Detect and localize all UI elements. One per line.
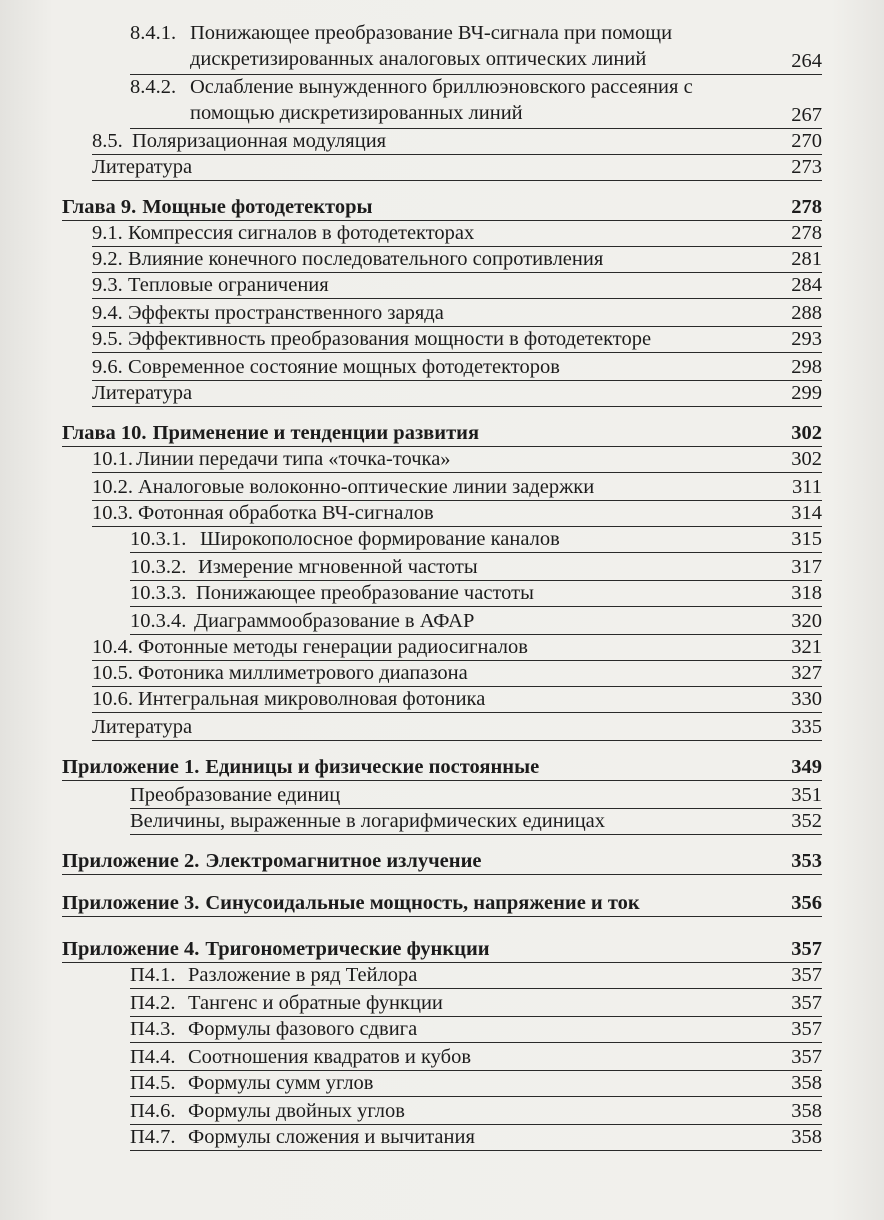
entry-number: 10.3.: [92, 502, 133, 524]
entry-number: 8.4.1.: [130, 22, 177, 44]
toc-entry: [92, 684, 822, 713]
toc-chapter: [62, 192, 822, 221]
entry-number: 9.5.: [92, 328, 123, 350]
entry-number: П4.3.: [130, 1018, 176, 1040]
entry-page: 353: [791, 850, 822, 872]
entry-number: 10.5.: [92, 662, 133, 684]
entry-page: 288: [791, 302, 822, 324]
entry-page: 299: [791, 382, 822, 404]
entry-page: 267: [791, 104, 822, 126]
entry-page: 327: [791, 662, 822, 684]
entry-page: 358: [791, 1126, 822, 1148]
toc-entry: [92, 270, 822, 299]
entry-title: Влияние конечного последовательного сопротивления: [128, 248, 604, 270]
toc-entry: [92, 324, 822, 353]
entry-title: Преобразование единиц: [130, 784, 341, 806]
entry-title: Эффективность преобразования мощности в фотодетекторе: [128, 328, 652, 350]
entry-page: 351: [791, 784, 822, 806]
entry-title: Измерение мгновенной частоты: [198, 556, 478, 578]
entry-title: Диаграммообразование в АФАР: [194, 610, 475, 632]
entry-page: 273: [791, 156, 822, 178]
toc-entry: [130, 20, 822, 75]
entry-number: П4.6.: [130, 1100, 176, 1122]
entry-title: Применение и тенденции развития: [152, 422, 480, 444]
entry-number: П4.4.: [130, 1046, 176, 1068]
entry-page: 281: [791, 248, 822, 270]
entry-page: 357: [791, 1046, 822, 1068]
entry-title: Тригонометрические функции: [205, 938, 490, 960]
entry-number: 9.2.: [92, 248, 123, 270]
entry-number: П4.2.: [130, 992, 176, 1014]
entry-number: 10.3.1.: [130, 528, 187, 550]
entry-title: Широкополосное формирование каналов: [200, 528, 560, 550]
entry-number: Приложение 3.: [62, 892, 200, 914]
toc-entry: [92, 244, 822, 273]
entry-number: 8.5.: [92, 130, 123, 152]
entry-title: Формулы сумм углов: [188, 1072, 374, 1094]
toc-entry: [130, 960, 822, 989]
entry-page: 321: [791, 636, 822, 658]
entry-number: Глава 10.: [62, 422, 147, 444]
entry-number: Приложение 4.: [62, 938, 200, 960]
entry-title: Электромагнитное излучение: [205, 850, 482, 872]
entry-page: 357: [791, 1018, 822, 1040]
entry-number: 10.4.: [92, 636, 133, 658]
toc-appendix: [62, 888, 822, 917]
entry-title: Литература: [92, 382, 193, 404]
toc-entry: [130, 606, 822, 635]
entry-title: Фотонная обработка ВЧ-сигналов: [138, 502, 434, 524]
entry-page: 314: [791, 502, 822, 524]
entry-number: 9.1.: [92, 222, 123, 244]
entry-page: 320: [791, 610, 822, 632]
entry-title: Формулы фазового сдвига: [188, 1018, 418, 1040]
toc-entry: [92, 352, 822, 381]
entry-number: 9.6.: [92, 356, 123, 378]
toc-entry: [130, 780, 822, 809]
entry-title: Поляризационная модуляция: [132, 130, 387, 152]
entry-page: 357: [791, 938, 822, 960]
entry-number: П4.5.: [130, 1072, 176, 1094]
entry-page: 278: [791, 196, 822, 218]
entry-title: Аналоговые волоконно-оптические линии задержки: [138, 476, 595, 498]
toc-appendix: [62, 846, 822, 875]
entry-number: 10.2.: [92, 476, 133, 498]
entry-title: Разложение в ряд Тейлора: [188, 964, 418, 986]
entry-title: Единицы и физические постоянные: [205, 756, 540, 778]
toc-entry: [92, 658, 822, 687]
toc-entry: [130, 1096, 822, 1125]
entry-page: 278: [791, 222, 822, 244]
toc-entry: [130, 1068, 822, 1097]
toc-entry: [92, 126, 822, 155]
toc-entry: [92, 298, 822, 327]
entry-title: Компрессия сигналов в фотодетекторах: [128, 222, 475, 244]
entry-title: Фотонные методы генерации радиосигналов: [138, 636, 528, 658]
entry-title: Формулы сложения и вычитания: [188, 1126, 475, 1148]
entry-number: 10.3.3.: [130, 582, 187, 604]
entry-number: 9.4.: [92, 302, 123, 324]
entry-page: 357: [791, 992, 822, 1014]
toc-entry: [130, 1122, 822, 1151]
entry-title: Современное состояние мощных фотодетекторов: [128, 356, 560, 378]
entry-page: 284: [791, 274, 822, 296]
entry-number: Приложение 1.: [62, 756, 200, 778]
entry-page: 311: [792, 476, 822, 498]
entry-page: 298: [791, 356, 822, 378]
toc-entry: [130, 74, 822, 129]
toc-chapter: [62, 418, 822, 447]
entry-page: 317: [791, 556, 822, 578]
entry-page: 302: [791, 422, 822, 444]
entry-page: 302: [791, 448, 822, 470]
toc-entry: [92, 472, 822, 501]
entry-title: Фотоника миллиметрового диапазона: [138, 662, 468, 684]
entry-number: 10.3.2.: [130, 556, 187, 578]
entry-number: Глава 9.: [62, 196, 137, 218]
entry-page: 315: [791, 528, 822, 550]
toc-entry: [130, 524, 822, 553]
entry-page: 357: [791, 964, 822, 986]
toc-entry: [92, 712, 822, 741]
entry-number: Приложение 2.: [62, 850, 200, 872]
entry-title: Линии передачи типа «точка-точка»: [136, 448, 451, 470]
entry-title: Формулы двойных углов: [188, 1100, 405, 1122]
entry-number: 10.1.: [92, 448, 133, 470]
entry-number: 10.3.4.: [130, 610, 187, 632]
entry-number: П4.1.: [130, 964, 176, 986]
entry-title: Соотношения квадратов и кубов: [188, 1046, 472, 1068]
toc-entry: [130, 1014, 822, 1043]
entry-page: 318: [791, 582, 822, 604]
toc-entry: [92, 218, 822, 247]
entry-page: 330: [791, 688, 822, 710]
entry-title: Ослабление вынужденного бриллюэновского рассеяния с помощью дискретизированных линий: [190, 76, 693, 124]
entry-title: Понижающее преобразование частоты: [196, 582, 534, 604]
entry-title: Тангенс и обратные функции: [188, 992, 443, 1014]
entry-page: 352: [791, 810, 822, 832]
toc-entry: [92, 632, 822, 661]
entry-title: Литература: [92, 156, 193, 178]
entry-title: Синусоидальные мощность, напряжение и ток: [205, 892, 640, 914]
entry-number: 10.6.: [92, 688, 133, 710]
entry-page: 349: [791, 756, 822, 778]
entry-page: 358: [791, 1072, 822, 1094]
entry-title: Понижающее преобразование ВЧ-сигнала при помощи дискретизированных аналоговых оптических линий: [190, 22, 673, 70]
entry-page: 293: [791, 328, 822, 350]
entry-page: 358: [791, 1100, 822, 1122]
entry-page: 270: [791, 130, 822, 152]
entry-number: П4.7.: [130, 1126, 176, 1148]
toc-appendix: [62, 752, 822, 781]
toc-entry: [92, 152, 822, 181]
entry-title: Тепловые ограничения: [128, 274, 329, 296]
toc-entry: [130, 806, 822, 835]
toc-entry: [130, 988, 822, 1017]
entry-title: Величины, выраженные в логарифмических единицах: [130, 810, 606, 832]
toc-entry: [130, 552, 822, 581]
toc-entry: [92, 378, 822, 407]
entry-page: 335: [791, 716, 822, 738]
entry-title: Литература: [92, 716, 193, 738]
entry-title: Эффекты пространственного заряда: [128, 302, 444, 324]
entry-number: 8.4.2.: [130, 76, 177, 98]
toc-entry: [92, 498, 822, 527]
entry-page: 356: [791, 892, 822, 914]
toc-entry: [92, 444, 822, 473]
toc-entry: [130, 578, 822, 607]
entry-title: Интегральная микроволновая фотоника: [138, 688, 486, 710]
toc-entry: [130, 1042, 822, 1071]
entry-number: 9.3.: [92, 274, 123, 296]
entry-page: 264: [791, 50, 822, 72]
toc-appendix: [62, 934, 822, 963]
entry-title: Мощные фотодетекторы: [142, 196, 373, 218]
